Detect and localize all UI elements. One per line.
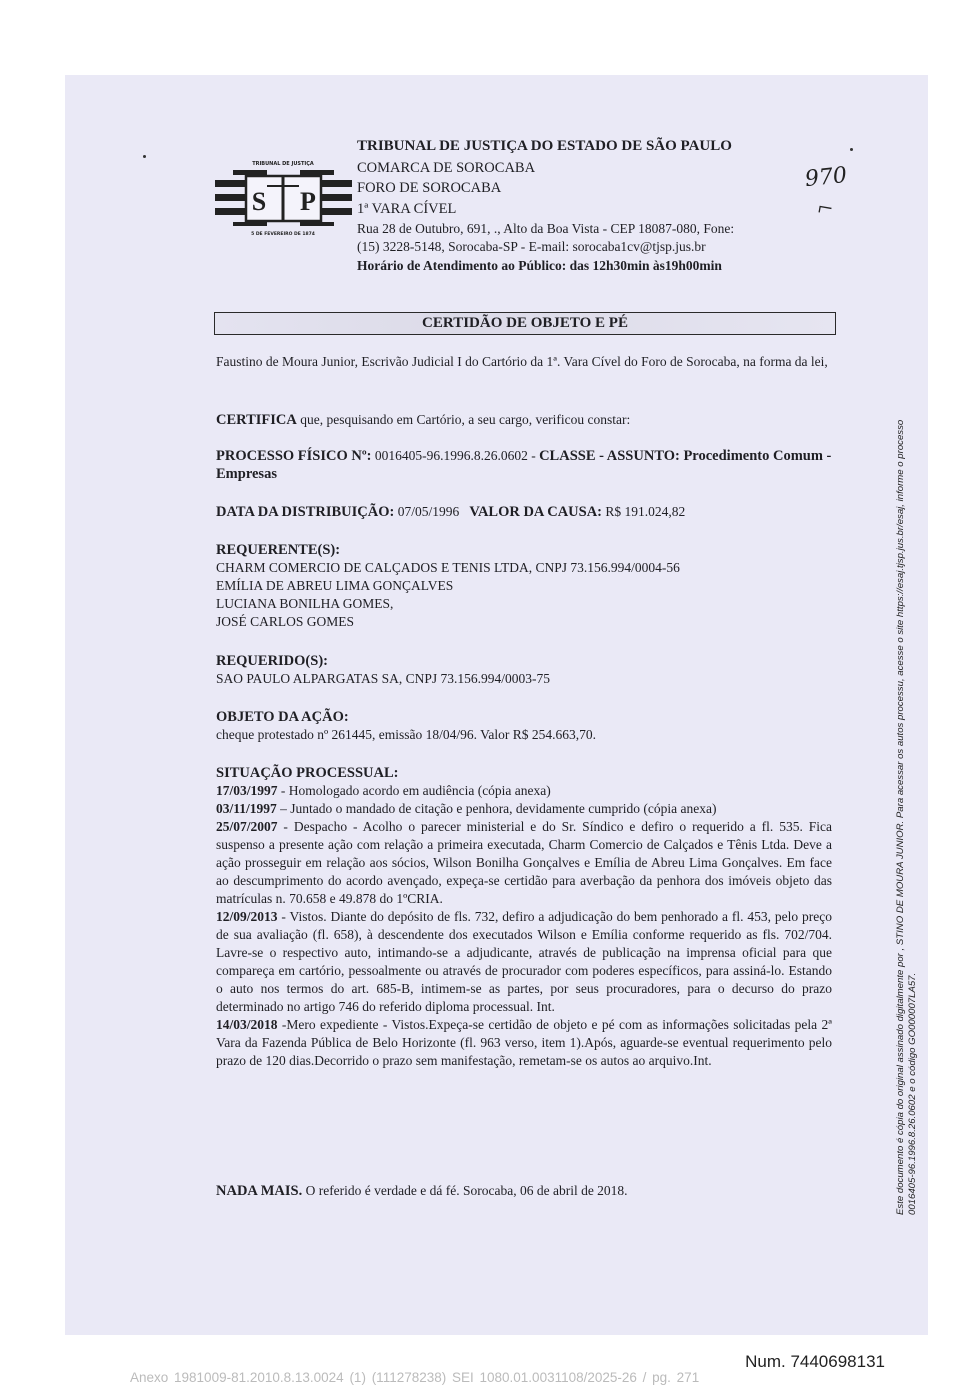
scan-speck [143, 155, 146, 158]
distribution-label: DATA DA DISTRIBUIÇÃO: [216, 504, 395, 520]
closing-line [216, 1182, 832, 1200]
entry-text: - Homologado acordo em audiência (cópia anexa) [277, 783, 551, 798]
logo-letter-p: P [300, 187, 316, 216]
situacao-entry [216, 818, 832, 908]
entry-date: 12/09/2013 [216, 909, 278, 924]
stamp-line-1: Este documento é cópia do original assinado digitalmente por , STINO DE MOURA JUNIOR. Para acessar os autos processu, acesse o site https://esaj.tjsp.jus.br/esaj, informe o processo [895, 419, 906, 1215]
court-seal-logo [215, 158, 352, 238]
logo-text-bottom: 5 DE FEVEREIRO DE 1874 [251, 232, 315, 237]
requerente-name: CHARM COMERCIO DE CALÇADOS E TENIS LTDA, CNPJ 73.156.994/0004-56 [216, 560, 680, 575]
closing-text: O referido é verdade e dá fé. Sorocaba, 06 de abril de 2018. [302, 1183, 628, 1198]
certifica-text: que, pesquisando em Cartório, a seu cargo, verificou constar: [296, 412, 631, 427]
distribution-date: 07/05/1996 [394, 504, 460, 519]
entry-text: - Vistos. Diante do depósito de fls. 732, defiro a adjudicação do bem penhorado a fl. 453, pelo preço de sua avaliação (fl. 658), à descendente dos executados Wilson e Emília conforme requerido as fls. 702/704. Lavre-se o respectivo auto, intimando-se a adjudicante, através de publicação na imprensa oficial para que compareça em cartório, pessoalmente ou através de procurador com poderes específicos, para assiná-lo. Estando o auto nos termos do art. 685-B, intimem-se as partes, por seus procuradores, para o decurso do prazo determinado no artigo 746 do referido diploma processual. Int. [216, 909, 832, 1014]
objeto-section [216, 708, 832, 744]
situacao-label: SITUAÇÃO PROCESSUAL: [216, 765, 399, 781]
requerente-name: EMÍLIA DE ABREU LIMA GONÇALVES [216, 578, 454, 593]
comarca: COMARCA DE SOROCABA [357, 160, 536, 176]
process-class: CLASSE - ASSUNTO: Procedimento Comum - Empresas [216, 448, 832, 482]
entry-text: - Despacho - Acolho o parecer ministerial e do Sr. Síndico e defiro o requerido a fl. 535. Fica suspenso a presente ação com relação a primeira executada, Charm Comercio de Calçados e Tênis Ltda. Deve a ação prosseguir em relação aos sócios, Wilson Bonilha Gonçalves e Emília de Abreu Lima Gonçalves. Em face ao descumprimento do acordo avençado, expeça-se certidão para averbação da penhora dos imóveis objeto das matrículas n. 70.658 e 49.878 do 1ºCRIA. [216, 819, 832, 906]
requerido-name: SAO PAULO ALPARGATAS SA, CNPJ 73.156.994/0003-75 [216, 671, 550, 686]
closing-label: NADA MAIS. [216, 1183, 303, 1199]
certificate-title-box [214, 312, 836, 335]
handwritten-page-number: 970 [803, 162, 849, 193]
objeto-text: cheque protestado nº 261445, emissão 18/04/96. Valor R$ 254.663,70. [216, 727, 597, 742]
entry-date: 03/11/1997 [216, 801, 277, 816]
value-label: VALOR DA CAUSA: [469, 504, 603, 520]
process-paragraph [216, 447, 832, 483]
situacao-entry [216, 782, 832, 800]
distribution-line [216, 503, 832, 521]
court-name: TRIBUNAL DE JUSTIÇA DO ESTADO DE SÃO PAULO [357, 138, 732, 154]
entry-date: 17/03/1997 [216, 783, 278, 798]
certificate-title: CERTIDÃO DE OBJETO E PÉ [422, 315, 628, 331]
requerente-name: LUCIANA BONILHA GOMES, [216, 596, 394, 611]
logo-letter-s: S [251, 187, 267, 216]
process-label: PROCESSO FÍSICO Nº: [216, 448, 372, 464]
certifica-paragraph [216, 411, 832, 429]
entry-text: – Juntado o mandado de citação e penhora, devidamente cumprido (cópia anexa) [276, 801, 717, 816]
entry-date: 25/07/2007 [216, 819, 278, 834]
vara: 1ª VARA CÍVEL [357, 201, 457, 217]
requeridos-label: REQUERIDO(S): [216, 653, 328, 669]
digital-signature-stamp [895, 420, 919, 1215]
situacao-entry [216, 800, 832, 818]
situacao-entry [216, 1016, 832, 1070]
handwritten-mark-icon: ⌐ [815, 191, 836, 224]
intro-paragraph [216, 353, 832, 371]
address-line-1: Rua 28 de Outubro, 691, ., Alto da Boa Vista - CEP 18087-080, Fone: [357, 221, 735, 236]
document-number: Num. 7440698131 [745, 1352, 885, 1371]
stamp-line-2: 0016405-96.1996.8.26.0602 e o código GO000007LA57. [907, 972, 918, 1215]
requeridos-section [216, 652, 832, 688]
entry-text: -Mero expediente - Vistos.Expeça-se certidão de objeto e pé com as informações solicitadas pela 2ª Vara da Fazenda Pública de Belo Horizonte (fl. 963 verso, item 1).Após, aguarde-se eventual requerimento pelo prazo de 120 dias.Decorrido o prazo sem manifestação, remetam-se os autos ao arquivo.Int. [216, 1017, 832, 1068]
requerentes-label: REQUERENTE(S): [216, 542, 341, 558]
certifica-label: CERTIFICA [216, 412, 297, 428]
value-amount: R$ 191.024,82 [602, 504, 686, 519]
process-number: 0016405-96.1996.8.26.0602 - [371, 448, 540, 463]
intro-text: Faustino de Moura Junior, Escrivão Judicial I do Cartório da 1ª. Vara Cível do Foro de Sorocaba, na forma da lei, [216, 354, 828, 369]
requerente-name: JOSÉ CARLOS GOMES [216, 614, 355, 629]
entry-date: 14/03/2018 [216, 1017, 278, 1032]
situacao-section [216, 764, 832, 1070]
address-line-2: (15) 3228-5148, Sorocaba-SP - E-mail: sorocaba1cv@tjsp.jus.br [357, 239, 706, 254]
foro: FORO DE SOROCABA [357, 180, 502, 196]
objeto-label: OBJETO DA AÇÃO: [216, 709, 349, 725]
requerentes-section [216, 541, 832, 631]
situacao-entry [216, 908, 832, 1016]
logo-text-top: TRIBUNAL DE JUSTIÇA [252, 161, 314, 167]
public-hours: Horário de Atendimento ao Público: das 12h30min às19h00min [357, 258, 722, 273]
footer-reference: Anexo 1981009-81.2010.8.13.0024 (1) (111278238) SEI 1080.01.0031108/2025-26 / pg. 271 [130, 1370, 700, 1385]
scan-speck [850, 148, 853, 151]
